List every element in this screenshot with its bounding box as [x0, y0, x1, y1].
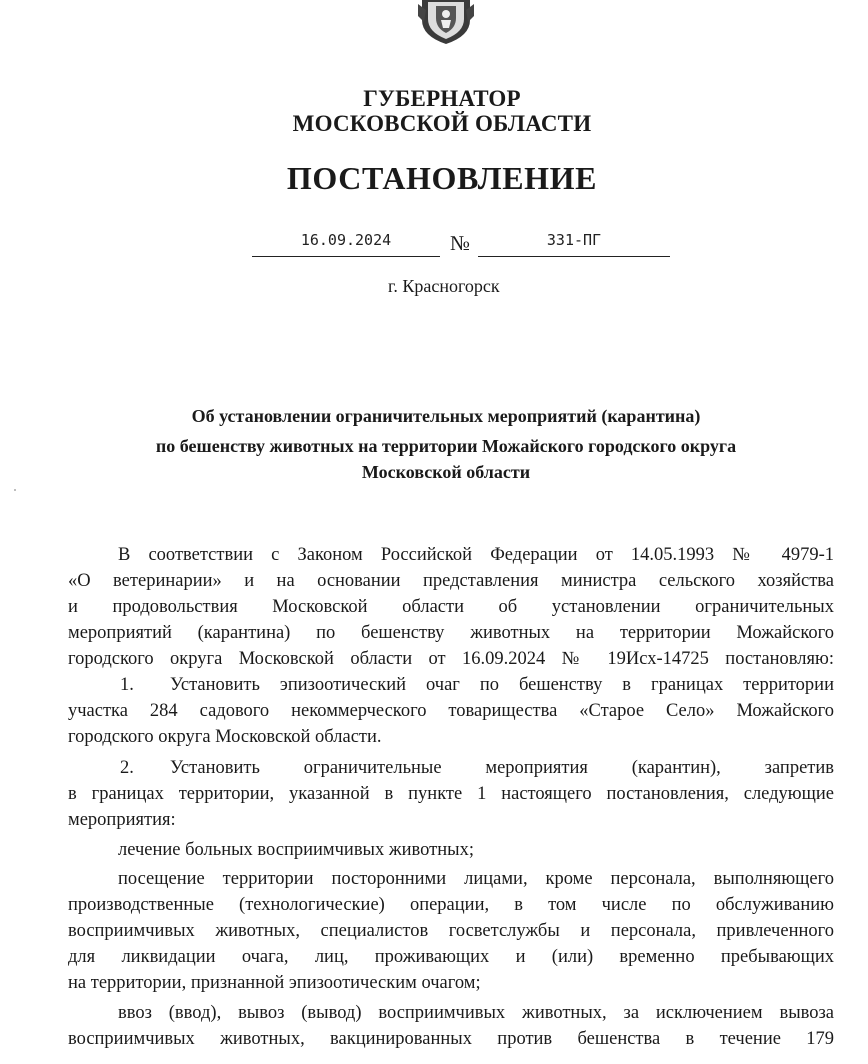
body-line: мероприятий (карантина) по бешенству животных на территории Можайского [68, 623, 834, 643]
document-title-line-3: Московской области [361, 462, 531, 482]
date-underline [252, 256, 440, 257]
body-line: мероприятия: [68, 810, 176, 830]
issue-city: г. Красногорск [388, 276, 500, 296]
body-line: В соответствии с Законом Российской Федерации от 14.05.1993 № 4979-1 [118, 545, 834, 565]
body-line: «О ветеринарии» и на основании представления министра сельского хозяйства [68, 571, 834, 591]
item-number-1: 1. [120, 675, 134, 695]
document-title-line-1: Об установлении ограничительных мероприятий (карантина) [191, 406, 701, 426]
body-line: Установить ограничительные мероприятия (карантин), запретив [170, 758, 834, 778]
number-underline [478, 256, 670, 257]
body-line: в границах территории, указанной в пункте 1 настоящего постановления, следующие [68, 784, 834, 804]
body-line: на территории, признанной эпизоотическим очагом; [68, 973, 481, 993]
body-line: производственные (технологические) операции, в том числе по обслуживанию [68, 895, 834, 915]
body-line: ввоз (ввод), вывоз (вывод) восприимчивых животных, за исключением вывоза [118, 1003, 834, 1023]
body-line: для ликвидации очага, лиц, проживающих и (или) временно пребывающих [68, 947, 834, 967]
document-date: 16.09.2024 [300, 231, 392, 249]
body-line: восприимчивых животных, вакцинированных против бешенства в течение 179 [68, 1029, 834, 1049]
scan-speck [14, 489, 16, 491]
body-line: восприимчивых животных, специалистов госветслужбы и персонала, привлеченного [68, 921, 834, 941]
document-title-line-2: по бешенству животных на территории Можайского городского округа [155, 436, 737, 456]
body-line: городского округа Московской области. [68, 727, 382, 747]
body-line: посещение территории посторонними лицами, кроме персонала, выполняющего [118, 869, 834, 889]
body-line: участка 284 садового некоммерческого товарищества «Старое Село» Можайского [68, 701, 834, 721]
body-line: городского округа Московской области от 16.09.2024 № 19Исх-14725 постановляю: [68, 649, 834, 669]
moscow-region-coat-of-arms-icon [416, 0, 476, 44]
body-line: Установить эпизоотический очаг по бешенству в границах территории [170, 675, 834, 695]
number-sign: № [450, 231, 471, 255]
document-type-heading: ПОСТАНОВЛЕНИЕ [286, 160, 598, 196]
body-line: и продовольствия Московской области об установлении ограничительных [68, 597, 834, 617]
authority-line-2: МОСКОВСКОЙ ОБЛАСТИ [292, 111, 592, 136]
body-line: лечение больных восприимчивых животных; [118, 840, 474, 860]
document-number: 331-ПГ [546, 231, 602, 249]
item-number-2: 2. [120, 758, 134, 778]
authority-line-1: ГУБЕРНАТОР [363, 86, 521, 111]
